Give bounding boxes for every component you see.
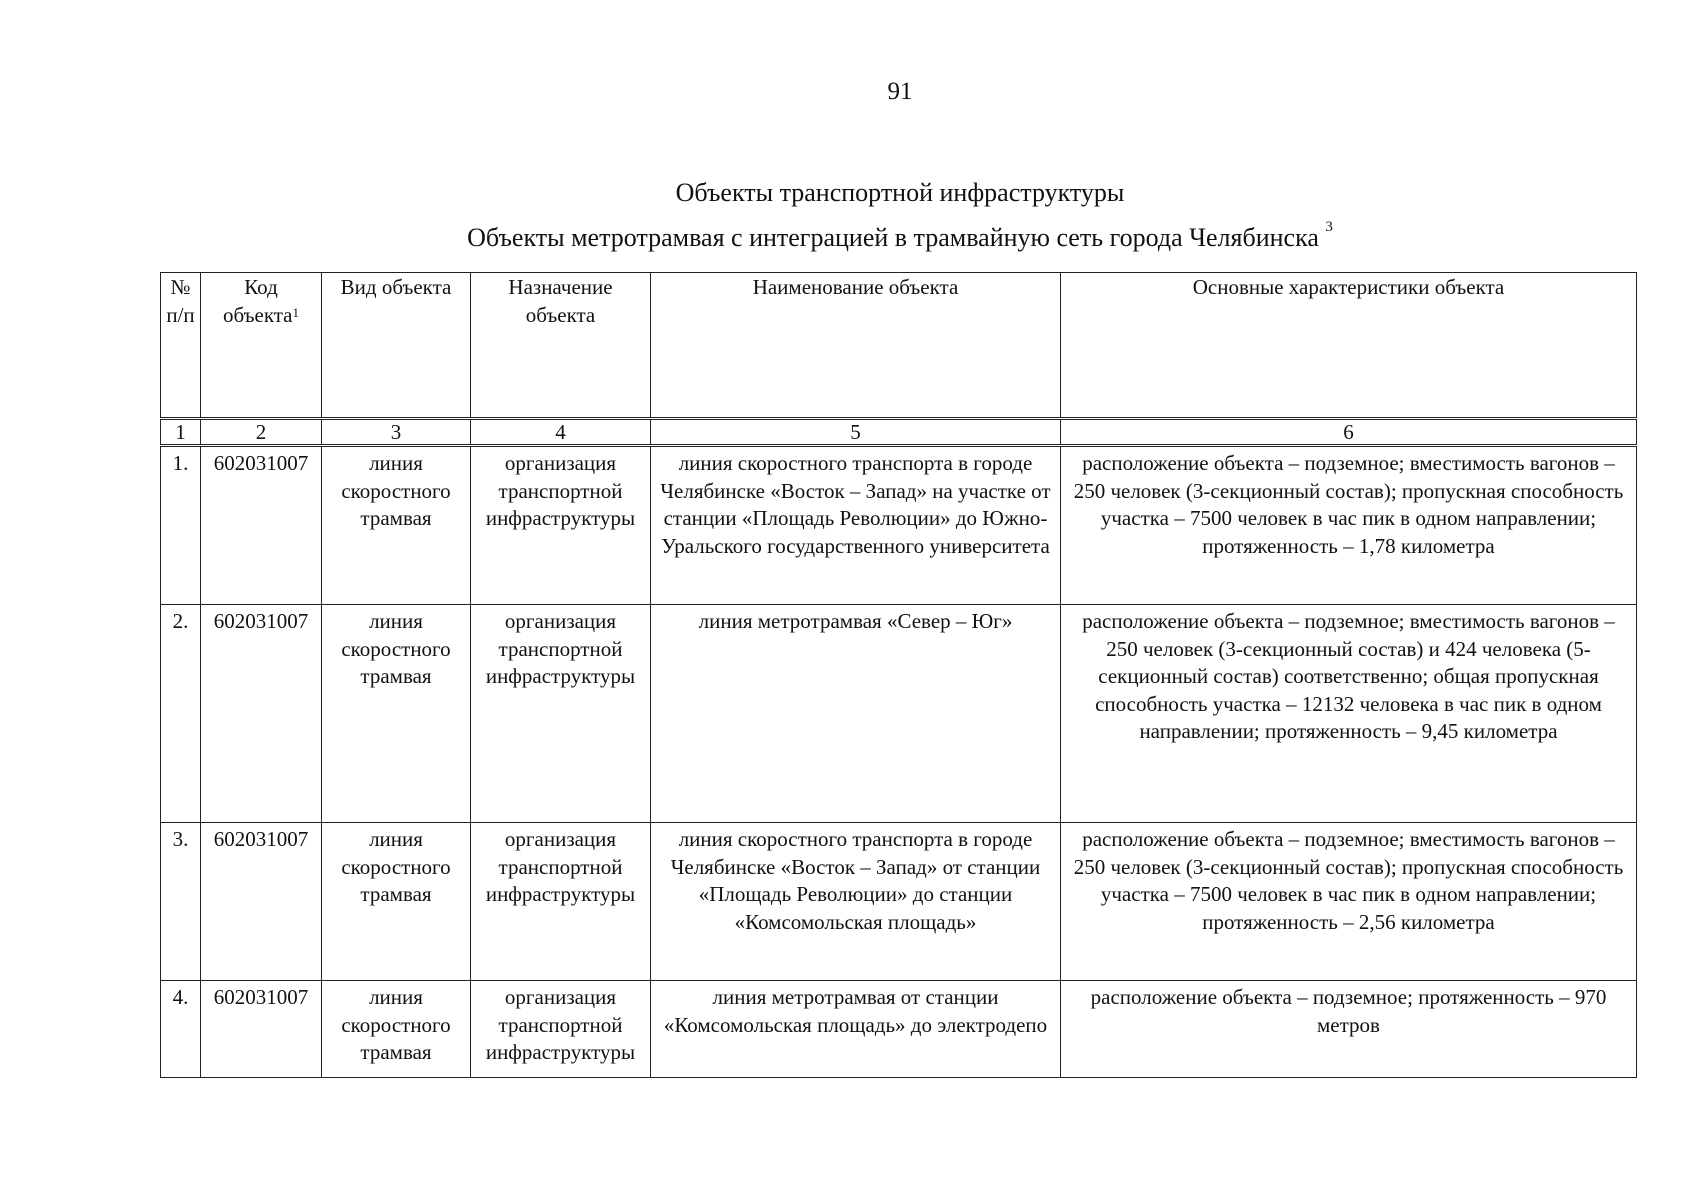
object-type: линия скоростного трамвая: [322, 823, 471, 981]
header-footnote: 1: [292, 304, 300, 320]
object-purpose: организация транспортной инфраструктуры: [471, 823, 651, 981]
object-characteristics: расположение объекта – подземное; протяженность – 970 метров: [1061, 981, 1637, 1078]
object-name: линия метротрамвая от станции «Комсомольская площадь» до электродепо: [651, 981, 1061, 1078]
object-characteristics: расположение объекта – подземное; вместимость вагонов – 250 человек (3-секционный состав); пропускная способность участка – 7500 человек в час пик в одном направлении; протяженность – 2,56 километра: [1061, 823, 1637, 981]
column-number: 3: [322, 419, 471, 446]
object-code: 602031007: [201, 981, 322, 1078]
row-number: 3.: [161, 823, 201, 981]
object-type: линия скоростного трамвая: [322, 981, 471, 1078]
table-caption: [0, 219, 1698, 253]
object-characteristics: расположение объекта – подземное; вместимость вагонов – 250 человек (3-секционный состав) и 424 человека (5-секционный состав) соответственно; общая пропускная способность участка – 12132 человека в час пик в одном направлении; протяженность – 9,45 километра: [1061, 605, 1637, 823]
column-number-row: [161, 419, 1637, 446]
column-number: 6: [1061, 419, 1637, 446]
table-row: [161, 605, 1637, 823]
header-cell-name: [651, 273, 1061, 419]
object-purpose: организация транспортной инфраструктуры: [471, 446, 651, 605]
table-header-row: [161, 273, 1637, 419]
header-label: Наименование объекта: [752, 275, 959, 299]
header-cell-type: [322, 273, 471, 419]
section-title: Объекты транспортной инфраструктуры: [675, 178, 1125, 207]
table-row: [161, 981, 1637, 1078]
column-number: 2: [201, 419, 322, 446]
row-number: 1.: [161, 446, 201, 605]
column-number: 1: [161, 419, 201, 446]
row-number: 4.: [161, 981, 201, 1078]
table-caption-footnote: 3: [1325, 219, 1333, 235]
table-row: [161, 446, 1637, 605]
object-type: линия скоростного трамвая: [322, 605, 471, 823]
infrastructure-table: [160, 272, 1637, 1078]
page-number: 91: [887, 78, 913, 105]
object-name: линия метротрамвая «Север – Юг»: [651, 605, 1061, 823]
object-purpose: организация транспортной инфраструктуры: [471, 981, 651, 1078]
header-label: Вид объекта: [340, 275, 452, 299]
object-code: 602031007: [201, 823, 322, 981]
table-caption-text: Объекты метротрамвая с интеграцией в трамвайную сеть города Челябинска: [467, 223, 1319, 252]
column-number: 5: [651, 419, 1061, 446]
header-label: Назначение объекта: [508, 275, 613, 327]
header-label: № п/п: [166, 275, 195, 327]
column-number: 4: [471, 419, 651, 446]
object-type: линия скоростного трамвая: [322, 446, 471, 605]
object-name: линия скоростного транспорта в городе Челябинске «Восток – Запад» на участке от станции «Площадь Революции» до Южно-Уральского государственного университета: [651, 446, 1061, 605]
header-label: Код объекта: [222, 275, 293, 327]
object-name: линия скоростного транспорта в городе Челябинске «Восток – Запад» от станции «Площадь Революции» до станции «Комсомольская площадь»: [651, 823, 1061, 981]
header-cell-characteristics: [1061, 273, 1637, 419]
header-cell-num: [161, 273, 201, 419]
row-number: 2.: [161, 605, 201, 823]
table-row: [161, 823, 1637, 981]
object-purpose: организация транспортной инфраструктуры: [471, 605, 651, 823]
object-characteristics: расположение объекта – подземное; вместимость вагонов – 250 человек (3-секционный состав); пропускная способность участка – 7500 человек в час пик в одном направлении; протяженность – 1,78 километра: [1061, 446, 1637, 605]
header-cell-code: [201, 273, 322, 419]
header-label: Основные характеристики объекта: [1192, 275, 1505, 299]
object-code: 602031007: [201, 446, 322, 605]
header-cell-purpose: [471, 273, 651, 419]
object-code: 602031007: [201, 605, 322, 823]
